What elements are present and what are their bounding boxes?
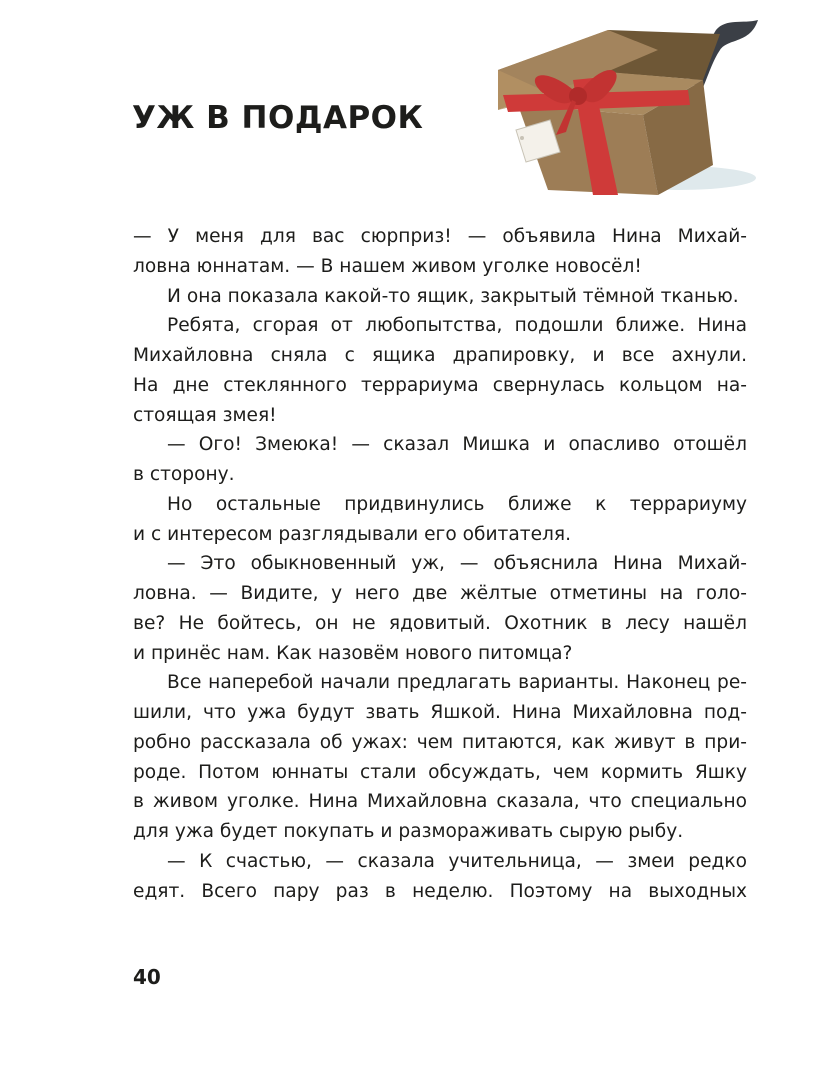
gift-box-illustration (458, 0, 758, 205)
text-line: Ребята, сгорая от любопытства, подошли ближе. Нина (167, 315, 747, 337)
text-line: Но остальные придвинулись ближе к террариуму (167, 493, 747, 515)
text-line: И она показала какой-то ящик, закрытый тёмной тканью. (167, 285, 739, 307)
page-number: 40 (133, 965, 161, 989)
text-line: На дне стеклянного террариума свернулась кольцом на- (133, 374, 747, 396)
text-line: в живом уголке. Нина Михайловна сказала, что специально (133, 791, 747, 813)
text-line: — Ого! Змеюка! — сказал Мишка и опасливо отошёл (167, 434, 747, 456)
text-line: ловна. — Видите, у него две жёлтые отметины на голо- (133, 583, 747, 604)
text-line: ловна юннатам. — В нашем живом уголке новосёл! (133, 255, 642, 277)
text-line: в сторону. (133, 464, 235, 485)
text-line: ве? Не бойтесь, он не ядовитый. Охотник в лесу нашёл (133, 612, 747, 634)
text-line: и принёс нам. Как назовём нового питомца? (133, 642, 573, 664)
text-line: — К счастью, — сказала учительница, — змеи редко (167, 850, 747, 872)
text-line: — У меня для вас сюрприз! — объявила Нина Михай- (133, 226, 747, 247)
text-line: стоящая змея! (133, 404, 277, 426)
text-line: едят. Всего пару раз в неделю. Поэтому на выходных (133, 880, 747, 902)
text-line: для ужа будет покупать и размораживать сырую рыбу. (133, 821, 684, 842)
text-line: роде. Потом юннаты стали обсуждать, чем кормить Яшку (133, 761, 747, 783)
text-line: робно рассказала об ужах: чем питаются, как живут в при- (133, 731, 747, 753)
text-line: шили, что ужа будут звать Яшкой. Нина Михайловна под- (133, 702, 747, 723)
story-text (133, 222, 747, 906)
text-line: и с интересом разглядывали его обитателя. (133, 523, 572, 545)
text-line: Михайловна сняла с ящика драпировку, и все ахнули. (133, 345, 747, 366)
text-line: — Это обыкновенный уж, — объяснила Нина Михай- (167, 553, 747, 575)
text-line: Все наперебой начали предлагать варианты. Наконец ре- (167, 672, 747, 694)
chapter-title: УЖ В ПОДАРОК (132, 100, 424, 136)
